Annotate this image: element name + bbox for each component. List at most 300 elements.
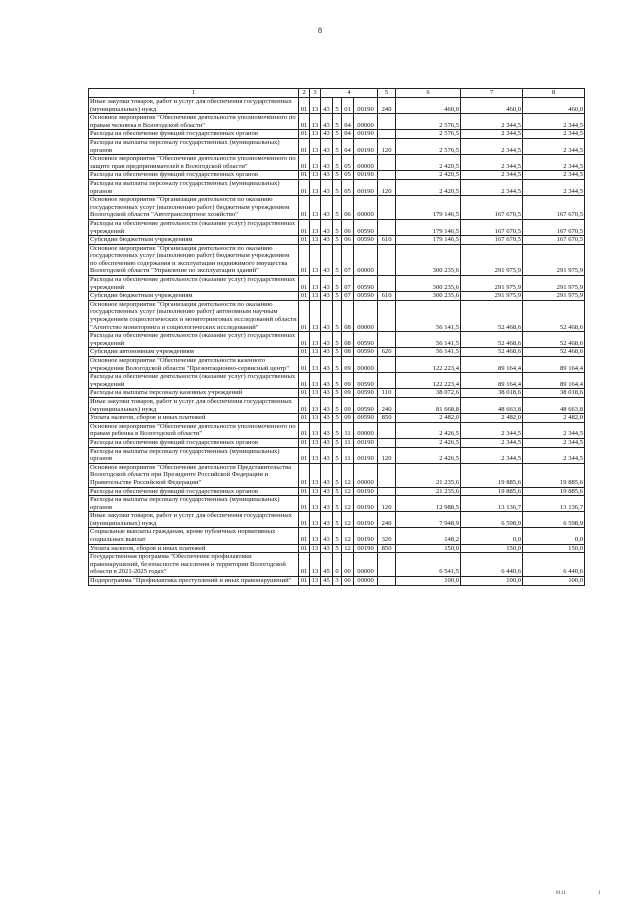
event-code: 05 [342, 179, 354, 195]
program-code: 43 [321, 438, 333, 447]
subsection-code: 13 [310, 236, 321, 245]
amount-col-7: 167 670,5 [461, 236, 523, 245]
program-code: 43 [321, 528, 333, 544]
amount-col-6: 2 420,5 [396, 179, 461, 195]
subprogram-code: 5 [333, 155, 342, 171]
subsection-code: 13 [310, 196, 321, 220]
amount-col-6: 2 576,5 [396, 114, 461, 130]
direction-code: 00590 [354, 332, 378, 348]
event-code: 05 [342, 171, 354, 180]
section-code: 01 [299, 236, 310, 245]
program-code: 43 [321, 487, 333, 496]
section-code: 01 [299, 171, 310, 180]
amount-col-8: 291 975,9 [523, 244, 585, 275]
table-row [89, 553, 585, 577]
row-name: Расходы на обеспечение функций государственных органов [89, 130, 299, 139]
direction-code: 00590 [354, 276, 378, 292]
amount-col-7: 460,0 [461, 98, 523, 114]
page-number: 8 [318, 26, 322, 35]
row-name: Расходы на обеспечение функций государственных органов [89, 438, 299, 447]
amount-col-6: 122 223,4 [396, 357, 461, 373]
subprogram-code: 5 [333, 512, 342, 528]
subprogram-code: 5 [333, 276, 342, 292]
section-code: 01 [299, 447, 310, 463]
amount-col-8: 2 344,5 [523, 130, 585, 139]
amount-col-6: 6 541,5 [396, 553, 461, 577]
amount-col-8: 19 885,6 [523, 463, 585, 487]
amount-col-6: 300 235,6 [396, 292, 461, 301]
direction-code: 00000 [354, 244, 378, 275]
event-code: 04 [342, 138, 354, 154]
row-name: Субсидии автономным учреждениям [89, 348, 299, 357]
expense-type-code [378, 155, 396, 171]
budget-table [88, 88, 585, 586]
amount-col-8: 2 344,5 [523, 138, 585, 154]
amount-col-7: 150,0 [461, 544, 523, 553]
subsection-code: 13 [310, 348, 321, 357]
amount-col-8: 52 468,6 [523, 348, 585, 357]
event-code: 05 [342, 155, 354, 171]
subsection-code: 13 [310, 447, 321, 463]
program-code: 43 [321, 244, 333, 275]
expense-type-code [378, 487, 396, 496]
table-row [89, 300, 585, 331]
expense-type-code: 240 [378, 98, 396, 114]
subprogram-code: 5 [333, 292, 342, 301]
subsection-code: 13 [310, 496, 321, 512]
program-code: 43 [321, 447, 333, 463]
section-code: 01 [299, 219, 310, 235]
row-name: Уплата налогов, сборов и иных платежей [89, 414, 299, 423]
row-name: Расходы на обеспечение функций государственных органов [89, 487, 299, 496]
amount-col-6: 56 141,5 [396, 300, 461, 331]
footer-code: 0111 [556, 891, 566, 896]
event-code: 09 [342, 414, 354, 423]
program-code: 43 [321, 98, 333, 114]
amount-col-6: 38 072,6 [396, 389, 461, 398]
direction-code: 00190 [354, 438, 378, 447]
expense-type-code: 240 [378, 512, 396, 528]
section-code: 01 [299, 422, 310, 438]
subsection-code: 13 [310, 332, 321, 348]
amount-col-8: 2 344,5 [523, 438, 585, 447]
subprogram-code: 5 [333, 528, 342, 544]
section-code: 01 [299, 544, 310, 553]
subprogram-code: 3 [333, 577, 342, 586]
row-name: Основное мероприятие "Обеспечение деятельности уполномоченного по правам человека в Вологодской области" [89, 114, 299, 130]
expense-type-code [378, 463, 396, 487]
subprogram-code: 5 [333, 179, 342, 195]
program-code: 43 [321, 114, 333, 130]
direction-code: 00190 [354, 447, 378, 463]
table-row [89, 114, 585, 130]
amount-col-6: 2 420,5 [396, 171, 461, 180]
amount-col-6: 179 146,5 [396, 219, 461, 235]
amount-col-8: 2 344,5 [523, 171, 585, 180]
amount-col-7: 13 136,7 [461, 496, 523, 512]
subsection-code: 13 [310, 219, 321, 235]
direction-code: 00190 [354, 544, 378, 553]
direction-code: 00000 [354, 422, 378, 438]
event-code: 08 [342, 332, 354, 348]
program-code: 43 [321, 373, 333, 389]
subsection-code: 13 [310, 300, 321, 331]
subprogram-code: 5 [333, 389, 342, 398]
program-code: 43 [321, 463, 333, 487]
amount-col-8: 150,0 [523, 544, 585, 553]
table-row [89, 373, 585, 389]
program-code: 43 [321, 544, 333, 553]
amount-col-7: 2 344,5 [461, 130, 523, 139]
amount-col-6: 460,0 [396, 98, 461, 114]
table-row [89, 544, 585, 553]
section-code: 01 [299, 179, 310, 195]
event-code: 07 [342, 244, 354, 275]
row-name: Расходы на выплаты персоналу государственных (муниципальных) органов [89, 138, 299, 154]
table-row [89, 422, 585, 438]
subprogram-code: 5 [333, 219, 342, 235]
event-code: 09 [342, 373, 354, 389]
subsection-code: 13 [310, 155, 321, 171]
section-code: 01 [299, 414, 310, 423]
table-row [89, 414, 585, 423]
row-name: Основное мероприятие "Организация деятельности по оказанию государственных услуг (выполнению работ) автономным научным учреждением социологических и мониторинговых исследований области "Агентство мониторинга и социологических исследований" [90, 300, 297, 331]
direction-code: 00190 [354, 487, 378, 496]
amount-col-6: 100,0 [396, 577, 461, 586]
section-code: 01 [299, 114, 310, 130]
section-code: 01 [299, 276, 310, 292]
section-code: 01 [299, 438, 310, 447]
event-code: 01 [342, 98, 354, 114]
row-name: Расходы на обеспечение деятельности (оказание услуг) государственных учреждений [89, 276, 299, 292]
table-row [89, 447, 585, 463]
program-code: 43 [321, 512, 333, 528]
expense-type-code [378, 332, 396, 348]
expense-type-code: 850 [378, 544, 396, 553]
row-name: Иные закупки товаров, работ и услуг для обеспечения государственных (муниципальных) нужд [89, 397, 299, 413]
program-code: 43 [321, 292, 333, 301]
amount-col-7: 2 344,5 [461, 171, 523, 180]
section-code: 01 [299, 389, 310, 398]
header-cell: 4 [321, 89, 378, 98]
program-code: 45 [321, 553, 333, 577]
program-code: 43 [321, 397, 333, 413]
header-cell: 2 [299, 89, 310, 98]
amount-col-8: 100,0 [523, 577, 585, 586]
program-code: 43 [321, 389, 333, 398]
amount-col-8: 167 670,5 [523, 196, 585, 220]
direction-code: 00590 [354, 236, 378, 245]
amount-col-7: 2 344,5 [461, 422, 523, 438]
table-row [89, 171, 585, 180]
amount-col-7: 89 164,4 [461, 373, 523, 389]
subsection-code: 13 [310, 422, 321, 438]
expense-type-code [378, 114, 396, 130]
direction-code: 00590 [354, 219, 378, 235]
amount-col-7: 19 885,6 [461, 463, 523, 487]
amount-col-8: 291 975,9 [523, 276, 585, 292]
amount-col-7: 19 885,6 [461, 487, 523, 496]
amount-col-8: 6 440,6 [523, 553, 585, 577]
table-row [89, 528, 585, 544]
direction-code: 00000 [354, 463, 378, 487]
program-code: 43 [321, 130, 333, 139]
program-code: 43 [321, 422, 333, 438]
section-code: 01 [299, 357, 310, 373]
expense-type-code: 120 [378, 179, 396, 195]
expense-type-code: 610 [378, 236, 396, 245]
direction-code: 00000 [354, 155, 378, 171]
direction-code: 00590 [354, 292, 378, 301]
section-code: 01 [299, 496, 310, 512]
subprogram-code: 5 [333, 397, 342, 413]
table-row [89, 292, 585, 301]
expense-type-code: 120 [378, 496, 396, 512]
section-code: 01 [299, 155, 310, 171]
subprogram-code: 5 [333, 447, 342, 463]
table-row [89, 463, 585, 487]
amount-col-7: 0,0 [461, 528, 523, 544]
amount-col-8: 291 975,9 [523, 292, 585, 301]
direction-code: 00000 [354, 577, 378, 586]
amount-col-7: 2 482,0 [461, 414, 523, 423]
section-code: 01 [299, 512, 310, 528]
subprogram-code: 5 [333, 98, 342, 114]
program-code: 43 [321, 300, 333, 331]
section-code: 01 [299, 292, 310, 301]
table-row [89, 138, 585, 154]
amount-col-6: 122 223,4 [396, 373, 461, 389]
expense-type-code: 850 [378, 414, 396, 423]
program-code: 43 [321, 414, 333, 423]
amount-col-8: 48 663,8 [523, 397, 585, 413]
event-code: 06 [342, 219, 354, 235]
program-code: 43 [321, 196, 333, 220]
amount-col-8: 2 344,5 [523, 155, 585, 171]
table-row [89, 179, 585, 195]
table-row [89, 276, 585, 292]
event-code: 11 [342, 438, 354, 447]
amount-col-6: 2 576,5 [396, 138, 461, 154]
event-code: 11 [342, 447, 354, 463]
direction-code: 00190 [354, 496, 378, 512]
expense-type-code [378, 300, 396, 331]
subprogram-code: 5 [333, 332, 342, 348]
section-code: 01 [299, 463, 310, 487]
table-row [89, 389, 585, 398]
table-row [89, 244, 585, 275]
amount-col-6: 56 141,5 [396, 348, 461, 357]
direction-code: 00190 [354, 528, 378, 544]
subsection-code: 13 [310, 463, 321, 487]
event-code: 12 [342, 487, 354, 496]
direction-code: 00590 [354, 414, 378, 423]
direction-code: 00190 [354, 130, 378, 139]
subsection-code: 13 [310, 397, 321, 413]
subprogram-code: 5 [333, 244, 342, 275]
expense-type-code [378, 422, 396, 438]
amount-col-7: 167 670,5 [461, 219, 523, 235]
row-name: Уплата налогов, сборов и иных платежей [89, 544, 299, 553]
row-name: Подпрограмма "Профилактика преступлений и иных правонарушений" [89, 577, 299, 586]
expense-type-code [378, 196, 396, 220]
amount-col-8: 2 344,5 [523, 447, 585, 463]
subsection-code: 13 [310, 130, 321, 139]
amount-col-8: 2 344,5 [523, 114, 585, 130]
section-code: 01 [299, 373, 310, 389]
subsection-code: 13 [310, 553, 321, 577]
row-name: Основное мероприятие "Обеспечение деятельности уполномоченного по защите прав предпринимателей в Вологодской области" [89, 155, 299, 171]
table-row [89, 496, 585, 512]
subprogram-code: 5 [333, 463, 342, 487]
section-code: 01 [299, 332, 310, 348]
subsection-code: 13 [310, 171, 321, 180]
amount-col-6: 2 420,5 [396, 155, 461, 171]
expense-type-code: 240 [378, 397, 396, 413]
amount-col-8: 89 164,4 [523, 373, 585, 389]
row-name: Субсидии бюджетным учреждениям [89, 236, 299, 245]
amount-col-6: 2 426,5 [396, 422, 461, 438]
table-row [89, 512, 585, 528]
section-code: 01 [299, 98, 310, 114]
program-code: 43 [321, 276, 333, 292]
amount-col-7: 100,0 [461, 577, 523, 586]
subsection-code: 13 [310, 373, 321, 389]
subsection-code: 13 [310, 528, 321, 544]
header-cell: 7 [461, 89, 523, 98]
amount-col-6: 81 668,8 [396, 397, 461, 413]
direction-code: 00000 [354, 553, 378, 577]
row-name: Основное мероприятие "Обеспечение деятельности казенного учреждения Вологодской области "Презентационно-сервисный центр" [89, 357, 299, 373]
row-name: Иные закупки товаров, работ и услуг для обеспечения государственных (муниципальных) нужд [89, 512, 299, 528]
amount-col-6: 148,2 [396, 528, 461, 544]
expense-type-code: 120 [378, 138, 396, 154]
row-name: Основное мероприятие "Обеспечение деятельности уполномоченного по правам ребенка в Вологодской области" [89, 422, 299, 438]
section-code: 01 [299, 528, 310, 544]
amount-col-6: 300 235,6 [396, 244, 461, 275]
event-code: 09 [342, 357, 354, 373]
amount-col-7: 291 975,9 [461, 292, 523, 301]
amount-col-8: 6 598,9 [523, 512, 585, 528]
program-code: 45 [321, 577, 333, 586]
subsection-code: 13 [310, 389, 321, 398]
amount-col-7: 291 975,9 [461, 244, 523, 275]
expense-type-code: 320 [378, 528, 396, 544]
amount-col-8: 38 018,6 [523, 389, 585, 398]
subsection-code: 13 [310, 244, 321, 275]
amount-col-6: 21 235,6 [396, 487, 461, 496]
row-name: Расходы на обеспечение деятельности (оказание услуг) государственных учреждений [89, 373, 299, 389]
table-row [89, 219, 585, 235]
subsection-code: 13 [310, 114, 321, 130]
program-code: 43 [321, 138, 333, 154]
event-code: 06 [342, 236, 354, 245]
event-code: 08 [342, 348, 354, 357]
event-code: 00 [342, 553, 354, 577]
table-row [89, 130, 585, 139]
event-code: 12 [342, 463, 354, 487]
table-row [89, 438, 585, 447]
row-name: Расходы на обеспечение деятельности (оказание услуг) государственных учреждений [89, 332, 299, 348]
subprogram-code: 5 [333, 236, 342, 245]
amount-col-6: 2 576,5 [396, 130, 461, 139]
subprogram-code: 5 [333, 414, 342, 423]
subprogram-code: 5 [333, 422, 342, 438]
section-code: 01 [299, 553, 310, 577]
expense-type-code [378, 357, 396, 373]
section-code: 01 [299, 196, 310, 220]
amount-col-6: 7 948,9 [396, 512, 461, 528]
direction-code: 00190 [354, 171, 378, 180]
amount-col-7: 2 344,5 [461, 179, 523, 195]
amount-col-7: 89 164,4 [461, 357, 523, 373]
row-name: Расходы на обеспечение функций государственных органов [89, 171, 299, 180]
program-code: 43 [321, 496, 333, 512]
event-code: 09 [342, 397, 354, 413]
header-cell: 1 [89, 89, 299, 98]
subsection-code: 13 [310, 276, 321, 292]
subsection-code: 13 [310, 487, 321, 496]
amount-col-6: 179 146,5 [396, 196, 461, 220]
amount-col-6: 12 988,5 [396, 496, 461, 512]
event-code: 04 [342, 130, 354, 139]
event-code: 09 [342, 389, 354, 398]
row-name: Расходы на выплаты персоналу государственных (муниципальных) органов [89, 496, 299, 512]
subprogram-code: 5 [333, 496, 342, 512]
amount-col-7: 52 468,6 [461, 332, 523, 348]
row-name: Расходы на обеспечение деятельности (оказание услуг) государственных учреждений [89, 219, 299, 235]
amount-col-7: 52 468,6 [461, 348, 523, 357]
subsection-code: 13 [310, 357, 321, 373]
subsection-code: 13 [310, 414, 321, 423]
program-code: 43 [321, 171, 333, 180]
expense-type-code [378, 577, 396, 586]
table-row [89, 332, 585, 348]
event-code: 12 [342, 512, 354, 528]
program-code: 43 [321, 179, 333, 195]
amount-col-6: 2 426,5 [396, 438, 461, 447]
table-row [89, 155, 585, 171]
amount-col-8: 167 670,5 [523, 219, 585, 235]
subsection-code: 13 [310, 512, 321, 528]
expense-type-code [378, 171, 396, 180]
amount-col-7: 6 440,6 [461, 553, 523, 577]
header-row [89, 89, 585, 98]
row-name: Иные закупки товаров, работ и услуг для обеспечения государственных (муниципальных) нужд [89, 98, 299, 114]
amount-col-8: 89 164,4 [523, 357, 585, 373]
header-cell: 3 [310, 89, 321, 98]
amount-col-8: 2 344,5 [523, 422, 585, 438]
amount-col-7: 167 670,5 [461, 196, 523, 220]
direction-code: 00000 [354, 357, 378, 373]
expense-type-code: 620 [378, 348, 396, 357]
expense-type-code: 110 [378, 389, 396, 398]
subsection-code: 13 [310, 438, 321, 447]
subsection-code: 13 [310, 98, 321, 114]
amount-col-8: 52 468,6 [523, 300, 585, 331]
table-row [89, 487, 585, 496]
program-code: 43 [321, 357, 333, 373]
amount-col-6: 2 426,5 [396, 447, 461, 463]
direction-code: 00590 [354, 389, 378, 398]
amount-col-8: 19 885,6 [523, 487, 585, 496]
expense-type-code [378, 438, 396, 447]
amount-col-7: 6 598,9 [461, 512, 523, 528]
direction-code: 00000 [354, 300, 378, 331]
expense-type-code [378, 373, 396, 389]
direction-code: 00000 [354, 114, 378, 130]
expense-type-code [378, 219, 396, 235]
